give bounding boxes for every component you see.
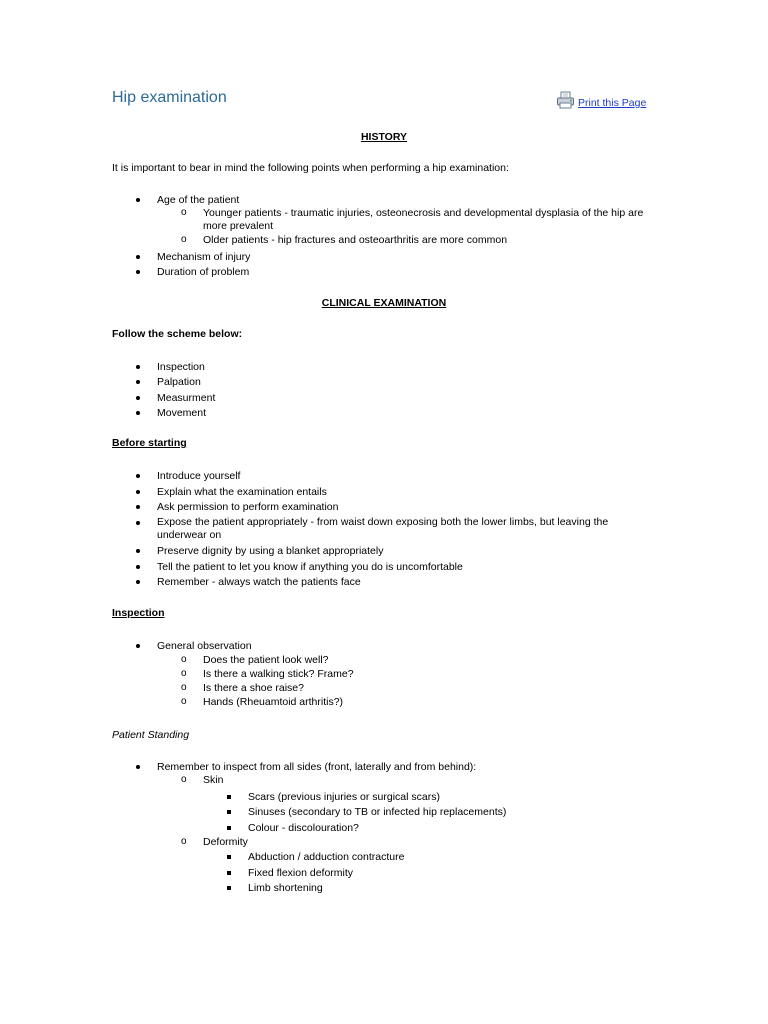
list-item: Age of the patient — [157, 194, 240, 206]
square-bullet-icon — [227, 871, 231, 875]
print-page-link[interactable] — [556, 91, 646, 109]
list-item: Measurment — [157, 392, 216, 404]
bullet-icon — [136, 411, 140, 415]
circle-bullet-icon: o — [181, 682, 187, 693]
bullet-icon — [136, 644, 140, 648]
sub-list-item: Deformity — [203, 836, 248, 848]
list-item: Movement — [157, 407, 207, 419]
list-item: Remember - always watch the patients face — [157, 576, 361, 588]
sub-sub-list-item: Sinuses (secondary to TB or infected hip replacements) — [248, 806, 507, 818]
bullet-icon — [136, 365, 140, 369]
bullet-icon — [136, 505, 140, 509]
clinical-heading: CLINICAL EXAMINATION — [321, 297, 447, 309]
square-bullet-icon — [227, 810, 231, 814]
bullet-icon — [136, 270, 140, 274]
list-item: Duration of problem — [157, 266, 250, 278]
inspection-heading: Inspection — [112, 607, 165, 619]
list-item: Ask permission to perform examination — [157, 501, 339, 513]
sub-list-item: Does the patient look well? — [203, 654, 329, 666]
bullet-icon — [136, 198, 140, 202]
printer-icon — [556, 91, 576, 109]
circle-bullet-icon: o — [181, 774, 187, 785]
list-item: Palpation — [157, 376, 201, 388]
bullet-icon — [136, 380, 140, 384]
before-starting-heading: Before starting — [112, 437, 187, 449]
square-bullet-icon — [227, 855, 231, 859]
bullet-icon — [136, 549, 140, 553]
sub-list-item: Is there a walking stick? Frame? — [203, 668, 354, 680]
list-item: General observation — [157, 640, 252, 652]
list-item: Mechanism of injury — [157, 251, 251, 263]
bullet-icon — [136, 580, 140, 584]
square-bullet-icon — [227, 886, 231, 890]
sub-list-item: Younger patients - traumatic injuries, osteonecrosis and developmental dysplasia of the hip are more prevalent — [203, 207, 644, 232]
sub-list-item: Skin — [203, 774, 224, 786]
list-item: Preserve dignity by using a blanket appropriately — [157, 545, 384, 557]
circle-bullet-icon: o — [181, 234, 187, 245]
square-bullet-icon — [227, 795, 231, 799]
sub-sub-list-item: Fixed flexion deformity — [248, 867, 354, 879]
bullet-icon — [136, 565, 140, 569]
bullet-icon — [136, 396, 140, 400]
square-bullet-icon — [227, 826, 231, 830]
bullet-icon — [136, 255, 140, 259]
list-item: Explain what the examination entails — [157, 486, 327, 498]
sub-sub-list-item: Colour - discolouration? — [248, 822, 359, 834]
circle-bullet-icon: o — [181, 654, 187, 665]
sub-list-item: Older patients - hip fractures and osteoarthritis are more common — [203, 234, 508, 246]
bullet-icon — [136, 474, 140, 478]
history-heading: HISTORY — [360, 131, 408, 143]
sub-list-item: Is there a shoe raise? — [203, 682, 304, 694]
circle-bullet-icon: o — [181, 836, 187, 847]
sub-sub-list-item: Abduction / adduction contracture — [248, 851, 405, 863]
scheme-label: Follow the scheme below: — [112, 328, 243, 340]
bullet-icon — [136, 765, 140, 769]
print-link-label[interactable]: Print this Page — [578, 97, 647, 109]
sub-sub-list-item: Limb shortening — [248, 882, 323, 894]
circle-bullet-icon: o — [181, 207, 187, 218]
sub-sub-list-item: Scars (previous injuries or surgical scars) — [248, 791, 440, 803]
list-item: Introduce yourself — [157, 470, 241, 482]
list-item: Expose the patient appropriately - from waist down exposing both the lower limbs, but leaving the underwear on — [157, 516, 609, 541]
sub-list-item: Hands (Rheuamtoid arthritis?) — [203, 696, 344, 708]
circle-bullet-icon: o — [181, 696, 187, 707]
patient-standing-label: Patient Standing — [112, 729, 190, 741]
history-intro: It is important to bear in mind the following points when performing a hip examination: — [112, 162, 509, 174]
circle-bullet-icon: o — [181, 668, 187, 679]
list-item: Tell the patient to let you know if anything you do is uncomfortable — [157, 561, 463, 573]
bullet-icon — [136, 521, 140, 525]
list-item: Inspection — [157, 361, 205, 373]
list-item: Remember to inspect from all sides (front, laterally and from behind): — [157, 761, 477, 773]
page-title: Hip examination — [112, 89, 227, 106]
bullet-icon — [136, 490, 140, 494]
